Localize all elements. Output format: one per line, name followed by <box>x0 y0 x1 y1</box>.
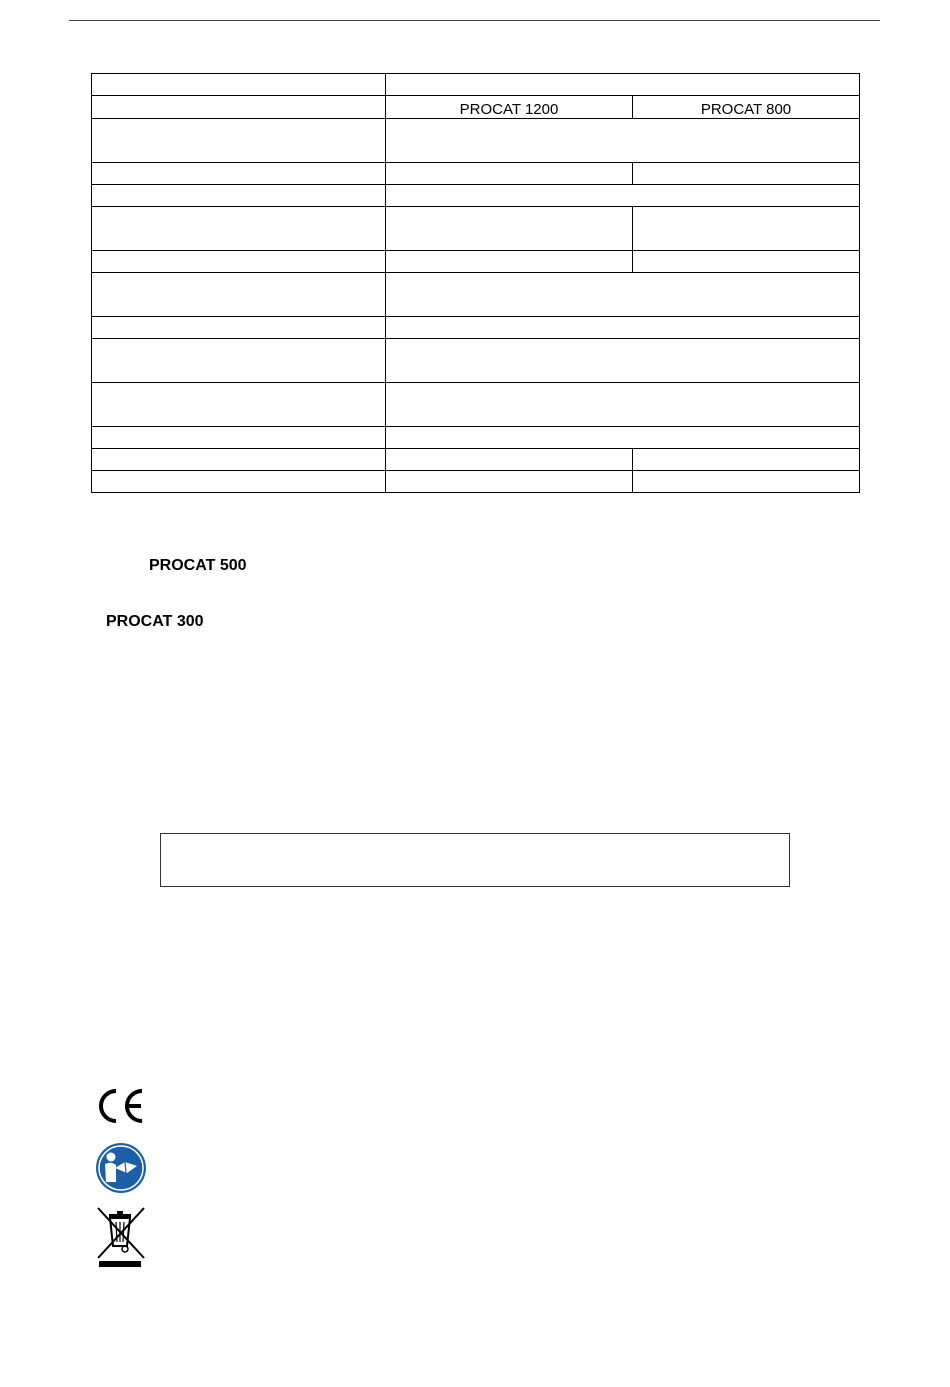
table-row <box>92 339 860 383</box>
table-cell <box>92 96 386 119</box>
table-cell <box>633 471 860 493</box>
table-cell <box>633 449 860 471</box>
table-cell <box>92 427 386 449</box>
table-row <box>92 383 860 427</box>
table-row <box>92 185 860 207</box>
model-header-procat-1200: PROCAT 1200 <box>459 101 559 118</box>
model-label-procat-300: PROCAT 300 <box>106 613 204 630</box>
table-cell <box>386 317 860 339</box>
table-row <box>92 449 860 471</box>
table-cell <box>92 207 386 251</box>
table-row <box>92 317 860 339</box>
table-row <box>92 163 860 185</box>
table-cell <box>386 449 633 471</box>
table-row <box>92 427 860 449</box>
ce-mark-icon <box>95 1086 147 1126</box>
table-cell <box>92 119 386 163</box>
table-cell <box>386 251 633 273</box>
table-cell <box>92 449 386 471</box>
read-manual-icon <box>95 1142 147 1194</box>
table-cell <box>92 383 386 427</box>
table-cell <box>386 119 860 163</box>
table-cell <box>386 163 633 185</box>
table-cell <box>92 273 386 317</box>
table-cell <box>386 207 633 251</box>
table-cell <box>92 74 386 96</box>
model-header-procat-800: PROCAT 800 <box>700 101 792 118</box>
note-box <box>160 833 790 887</box>
specification-table <box>91 73 860 493</box>
table-cell <box>386 339 860 383</box>
model-label-procat-500: PROCAT 500 <box>149 557 247 574</box>
table-row <box>92 96 860 119</box>
table-cell <box>92 185 386 207</box>
table-row <box>92 273 860 317</box>
table-row <box>92 74 860 96</box>
table-cell <box>386 427 860 449</box>
table-row <box>92 207 860 251</box>
header-rule <box>69 20 880 21</box>
table-cell <box>386 471 633 493</box>
table-row <box>92 119 860 163</box>
table-cell <box>92 251 386 273</box>
table-cell <box>386 74 860 96</box>
table-cell <box>386 383 860 427</box>
table-cell <box>92 163 386 185</box>
table-row <box>92 471 860 493</box>
table-cell <box>92 471 386 493</box>
model-header-cell <box>386 96 633 119</box>
weee-crossed-bin-icon <box>95 1206 147 1268</box>
table-cell <box>633 163 860 185</box>
table-cell <box>386 273 860 317</box>
model-header-cell <box>633 96 860 119</box>
table-cell <box>92 339 386 383</box>
table-cell <box>386 185 860 207</box>
table-row <box>92 251 860 273</box>
table-cell <box>92 317 386 339</box>
table-cell <box>633 207 860 251</box>
table-cell <box>633 251 860 273</box>
